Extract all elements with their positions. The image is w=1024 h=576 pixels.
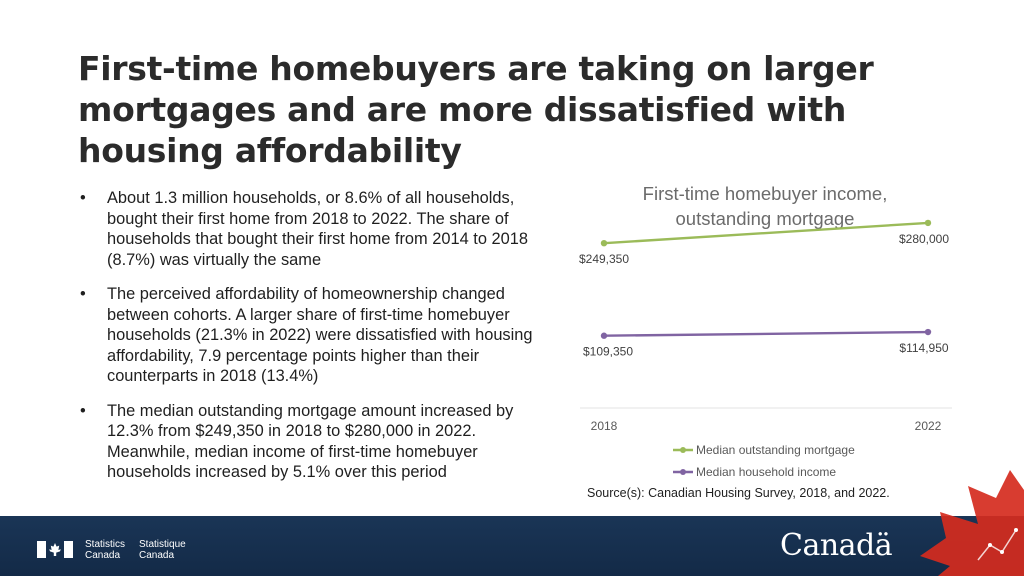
data-point bbox=[601, 240, 607, 246]
bullet-text: About 1.3 million households, or 8.6% of all households, bought their first home from 2018 to 2022. The share of households that bought their first home from 2014 to 2018 (8.7%) was virtually the same bbox=[107, 189, 528, 269]
legend-marker bbox=[680, 469, 686, 475]
series-line bbox=[604, 332, 928, 336]
data-label: $109,350 bbox=[582, 344, 634, 359]
series-line bbox=[604, 223, 928, 243]
agency-name-en: Statistics Canada bbox=[85, 539, 126, 561]
data-label: $249,350 bbox=[578, 252, 630, 267]
data-label: $280,000 bbox=[898, 231, 950, 246]
bullet-dot: • bbox=[80, 285, 86, 303]
x-tick-label: 2018 bbox=[590, 419, 618, 433]
bullet-dot: • bbox=[80, 189, 86, 207]
legend-marker bbox=[680, 447, 686, 453]
chart-title: First-time homebuyer income, outstanding mortgage bbox=[642, 183, 888, 229]
agency-name-fr: Statistique Canada bbox=[139, 539, 186, 561]
bullet-dot: • bbox=[80, 401, 86, 420]
source-note: Source(s): Canadian Housing Survey, 2018, and 2022. bbox=[587, 486, 890, 500]
x-tick-label: 2022 bbox=[914, 419, 942, 433]
bullet-text: The median outstanding mortgage amount increased by 12.3% from $249,350 in 2018 to $280,000 in 2022. Meanwhile, median income of first-time homebuyer households increased by 5.1% over this period bbox=[107, 401, 514, 481]
data-label: $114,950 bbox=[899, 341, 949, 356]
data-point bbox=[925, 220, 931, 226]
bullet-text: The perceived affordability of homeownership changed between cohorts. A larger share of first-time homebuyer households (21.3% in 2022) were dissatisfied with housing affordability, 7.9 percentage points higher than their counterparts in 2018 (13.4%) bbox=[107, 285, 533, 385]
footer-bar bbox=[0, 516, 1024, 576]
canada-flag-icon bbox=[37, 541, 73, 558]
legend-label: Median household income bbox=[696, 465, 837, 479]
legend-label: Median outstanding mortgage bbox=[696, 443, 855, 457]
data-point bbox=[601, 333, 607, 339]
canada-wordmark: Canadä bbox=[780, 528, 893, 563]
data-point bbox=[925, 329, 931, 335]
slide-title: First-time homebuyers are taking on larger mortgages and are more dissatisfied with housing affordability bbox=[78, 49, 874, 170]
